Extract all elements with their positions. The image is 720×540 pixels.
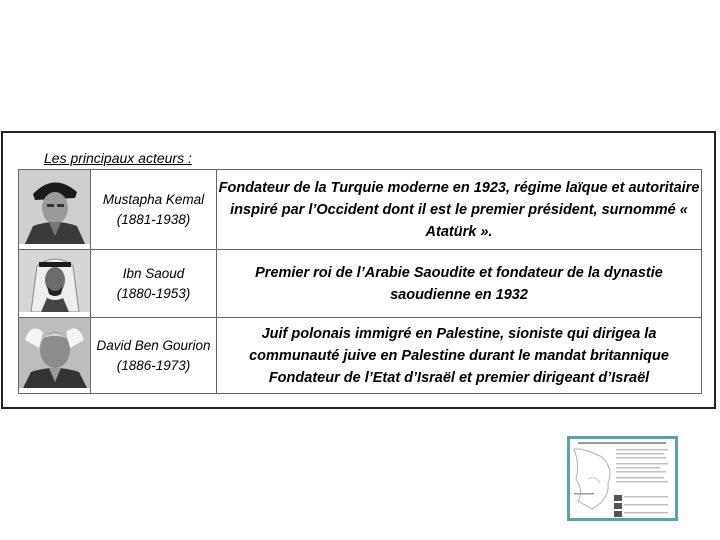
table-row [19,250,702,318]
actors-table [18,169,702,394]
table-row [19,170,702,250]
actor-dates: (1880-1953) [116,285,191,301]
actor-name: Ibn Saoud [122,265,185,281]
portrait-ben-gourion-icon [19,318,90,388]
actor-dates: (1886-1973) [116,357,191,373]
document-thumbnail[interactable] [567,436,678,521]
actor-name: David Ben Gourion [96,337,211,353]
actor-name-cell [91,170,217,250]
actor-dates: (1881-1938) [116,211,191,227]
actors-panel [1,131,716,409]
actor-name: Mustapha Kemal [102,191,205,207]
actor-description: Fondateur de la Turquie moderne en 1923, régime laïque et autoritaire inspiré par l’Occident dont il est le premier président, surnommé « Atatürk ». [217,170,702,250]
actor-description: Premier roi de l’Arabie Saoudite et fondateur de la dynastie saoudienne en 1932 [217,250,702,318]
section-heading: Les principaux acteurs : [44,150,192,166]
actor-description: Juif polonais immigré en Palestine, sioniste qui dirigea la communauté juive en Palestine durant le mandat britannique Fondateur de l’Etat d’Israël et premier dirigeant d’Israël [217,318,702,394]
table-row [19,318,702,394]
photo-cell [19,250,91,318]
document-preview-icon [570,439,675,518]
photo-cell [19,170,91,250]
photo-cell [19,318,91,394]
actor-name-cell [91,318,217,394]
actor-name-cell [91,250,217,318]
portrait-ibn-saoud-icon [19,250,90,312]
portrait-kemal-icon [19,170,90,244]
